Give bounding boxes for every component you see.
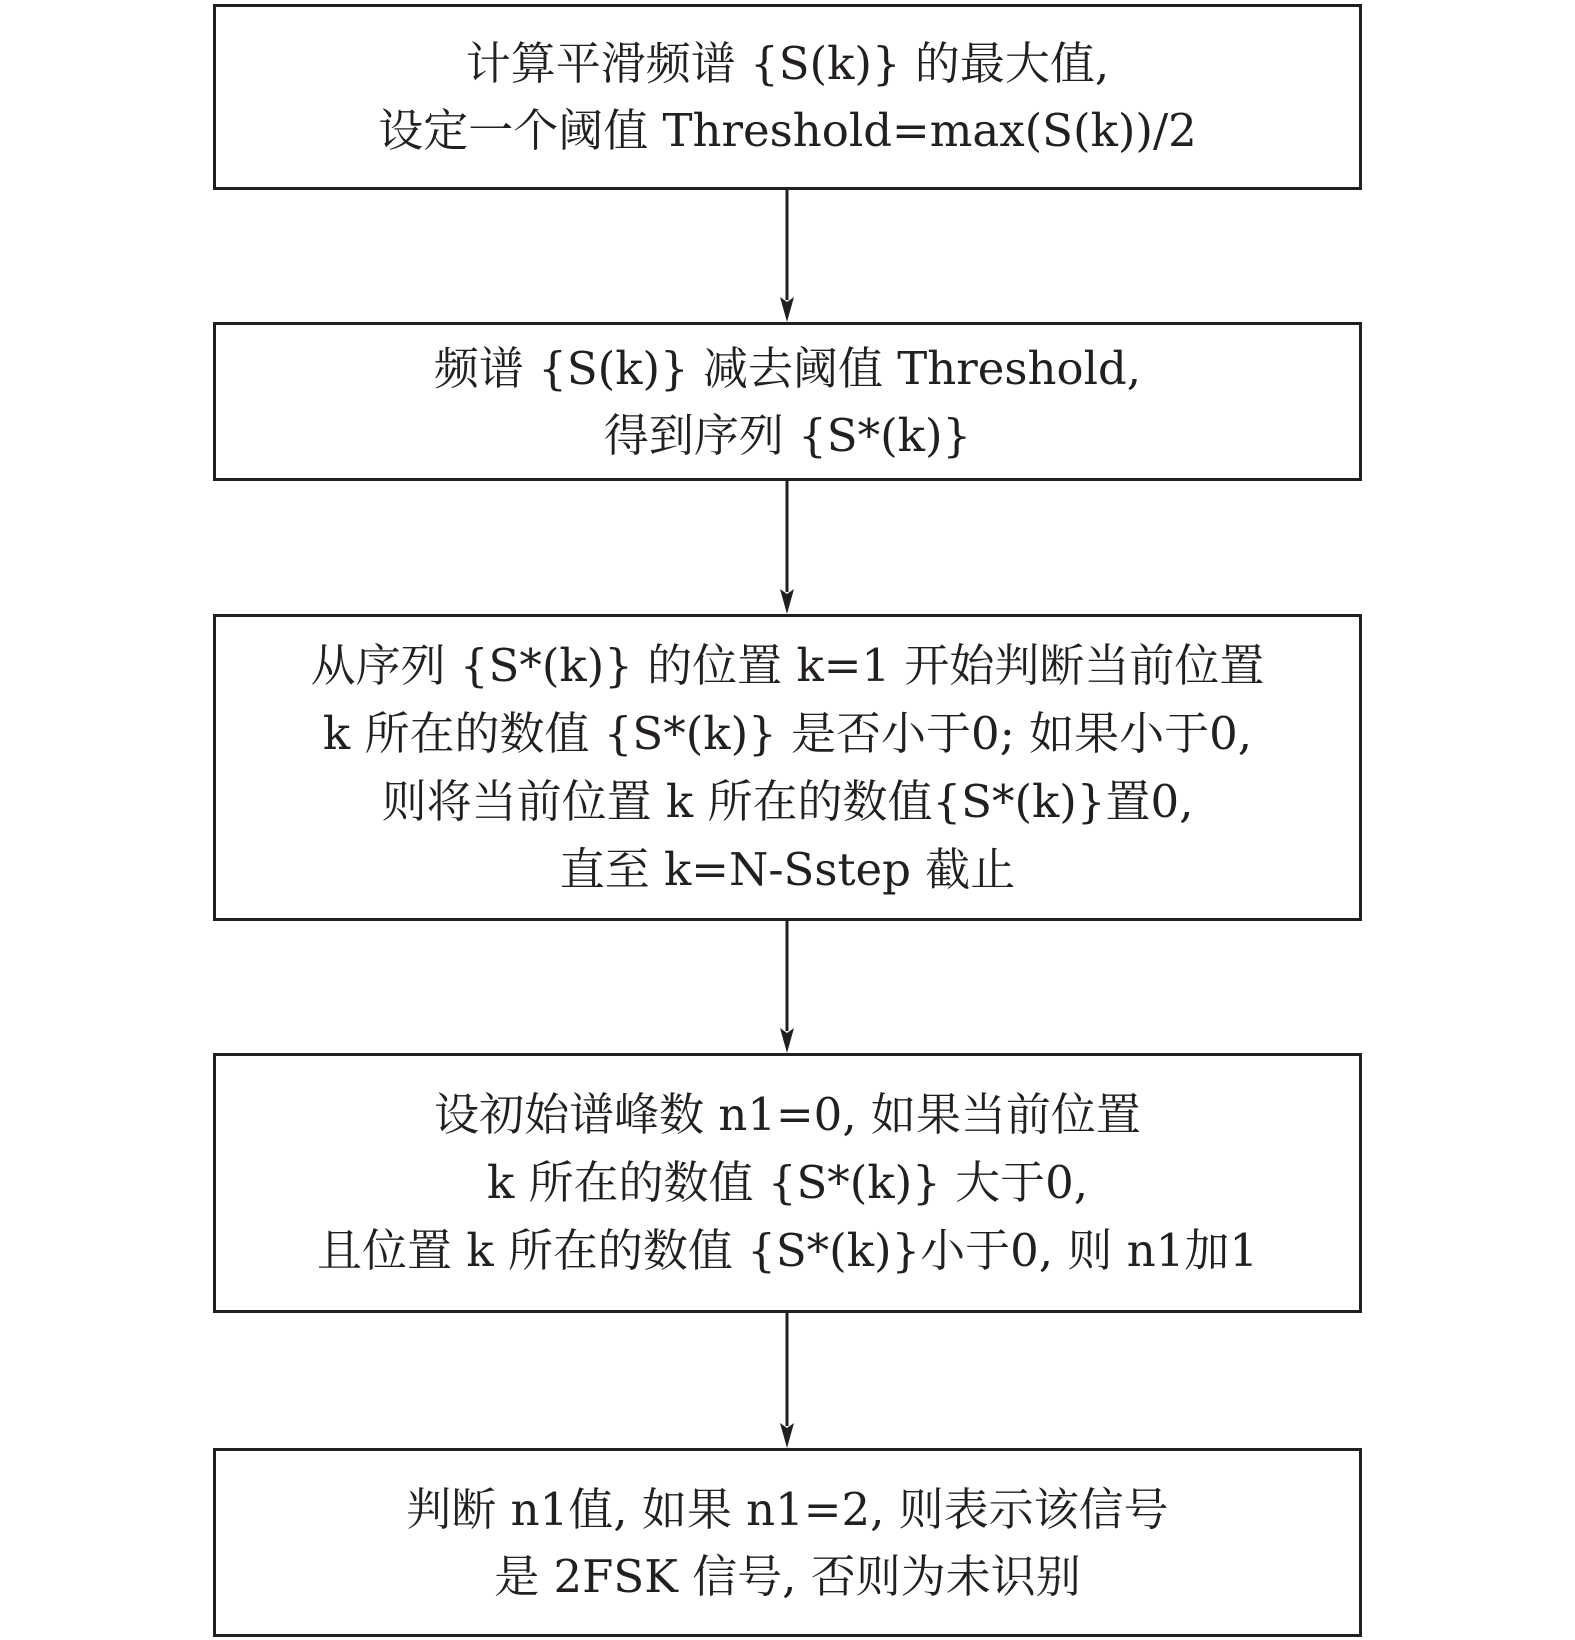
arrow-step4-to-step5 [780,1313,794,1448]
arrow-step1-to-step2 [780,190,794,322]
step-4-box [213,1053,1362,1313]
step-3-box [213,614,1362,921]
step-5-line-1: 判断 n1值, 如果 n1=2, 则表示该信号 [406,1482,1169,1536]
step-4-line-2: k 所在的数值 {S*(k)} 大于0, [486,1156,1089,1209]
step-2-box [213,322,1362,481]
step-4-line-1: 设初始谱峰数 n1=0, 如果当前位置 [434,1088,1141,1141]
step-3-line-2: k 所在的数值 {S*(k)} 是否小于0; 如果小于0, [322,706,1253,760]
step-2-line-2: 得到序列 {S*(k)} [603,408,972,462]
arrow-step3-to-step4 [780,921,794,1053]
step-3-line-3: 则将当前位置 k 所在的数值{S*(k)}置0, [381,774,1194,828]
step-4-line-3: 且位置 k 所在的数值 {S*(k)}小于0, 则 n1加1 [317,1224,1258,1277]
step-5-line-2: 是 2FSK 信号, 否则为未识别 [494,1549,1081,1603]
arrow-step2-to-step3 [780,481,794,614]
step-3-line-4: 直至 k=N-Sstep 截止 [559,842,1016,896]
step-1-line-2: 设定一个阈值 Threshold=max(S(k))/2 [378,104,1197,157]
step-1-box [213,4,1362,190]
step-3-line-1: 从序列 {S*(k)} 的位置 k=1 开始判断当前位置 [310,638,1265,692]
step-1-line-1: 计算平滑频谱 {S(k)} 的最大值, [465,37,1110,90]
step-5-box [213,1448,1362,1637]
step-2-line-1: 频谱 {S(k)} 减去阈值 Threshold, [433,341,1142,395]
